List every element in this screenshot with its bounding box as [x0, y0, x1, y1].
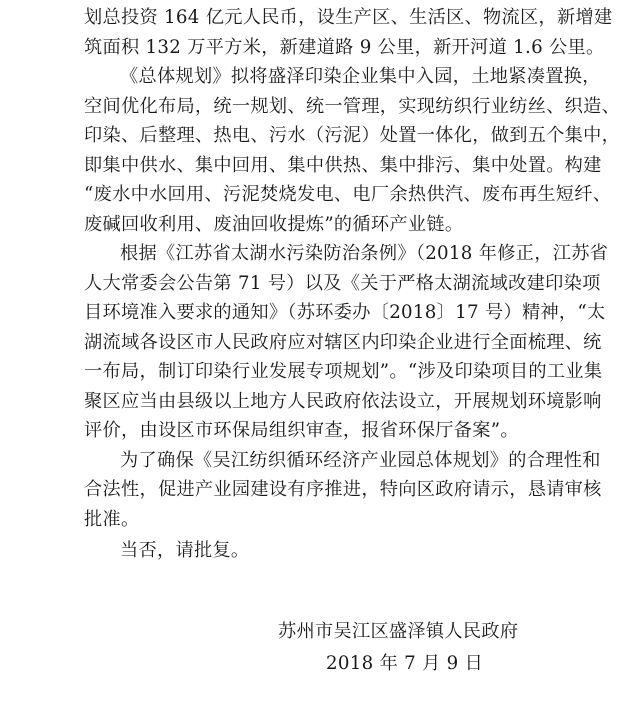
paragraph-line: 一布局，制订印染行业发展专项规划”。“涉及印染项目的工业集 — [84, 361, 603, 382]
paragraph-line: 废碱回收利用、废油回收提炼”的循环产业链。 — [84, 214, 464, 235]
paragraph-line: 印染、后整理、热电、污水（污泥）处置一体化，做到五个集中， — [84, 125, 621, 146]
signature-date: 2018 年 7 月 9 日 — [326, 653, 484, 674]
paragraph-line: 划总投资 164 亿元人民币，设生产区、生活区、物流区，新增建 — [84, 7, 613, 28]
paragraph-line: 聚区应当由县级以上地方人民政府依法设立，开展规划环境影响 — [84, 391, 602, 412]
paragraph-line: 根据《江苏省太湖水污染防治条例》（2018 年修正，江苏省 — [120, 243, 609, 264]
paragraph-line: 批准。 — [84, 509, 140, 530]
paragraph-line: 《总体规划》拟将盛泽印染企业集中入园，土地紧凑置换， — [120, 66, 601, 87]
paragraph-line: 湖流域各设区市人民政府应对辖区内印染企业进行全面梳理、统 — [84, 332, 602, 353]
paragraph-line: 空间优化布局，统一规划、统一管理，实现纺织行业纺丝、织造、 — [84, 96, 621, 117]
paragraph-line: 当否，请批复。 — [120, 540, 250, 561]
paragraph-line: 目环境准入要求的通知》（苏环委办〔2018〕17 号）精神，“太 — [84, 302, 606, 323]
paragraph-line: 合法性，促进产业园建设有序推进，特向区政府请示，恳请审核 — [84, 479, 602, 500]
paragraph-line: 人大常委会公告第 71 号）以及《关于严格太湖流域改建印染项 — [84, 273, 601, 294]
paragraph-line: “废水中水回用、污泥焚烧发电、电厂余热供汽、废布再生短纤、 — [84, 184, 612, 205]
paragraph-line: 为了确保《吴江纺织循环经济产业园总体规划》的合理性和 — [120, 450, 601, 471]
signature-organization: 苏州市吴江区盛泽镇人民政府 — [278, 621, 519, 642]
paragraph-line: 筑面积 132 万平方米，新建道路 9 公里，新开河道 1.6 公里。 — [84, 37, 605, 58]
paragraph-line: 评价，由设区市环保局组织审查，报省环保厅备案”。 — [84, 420, 519, 441]
paragraph-line: 即集中供水、集中回用、集中供热、集中排污、集中处置。构建 — [84, 155, 602, 176]
